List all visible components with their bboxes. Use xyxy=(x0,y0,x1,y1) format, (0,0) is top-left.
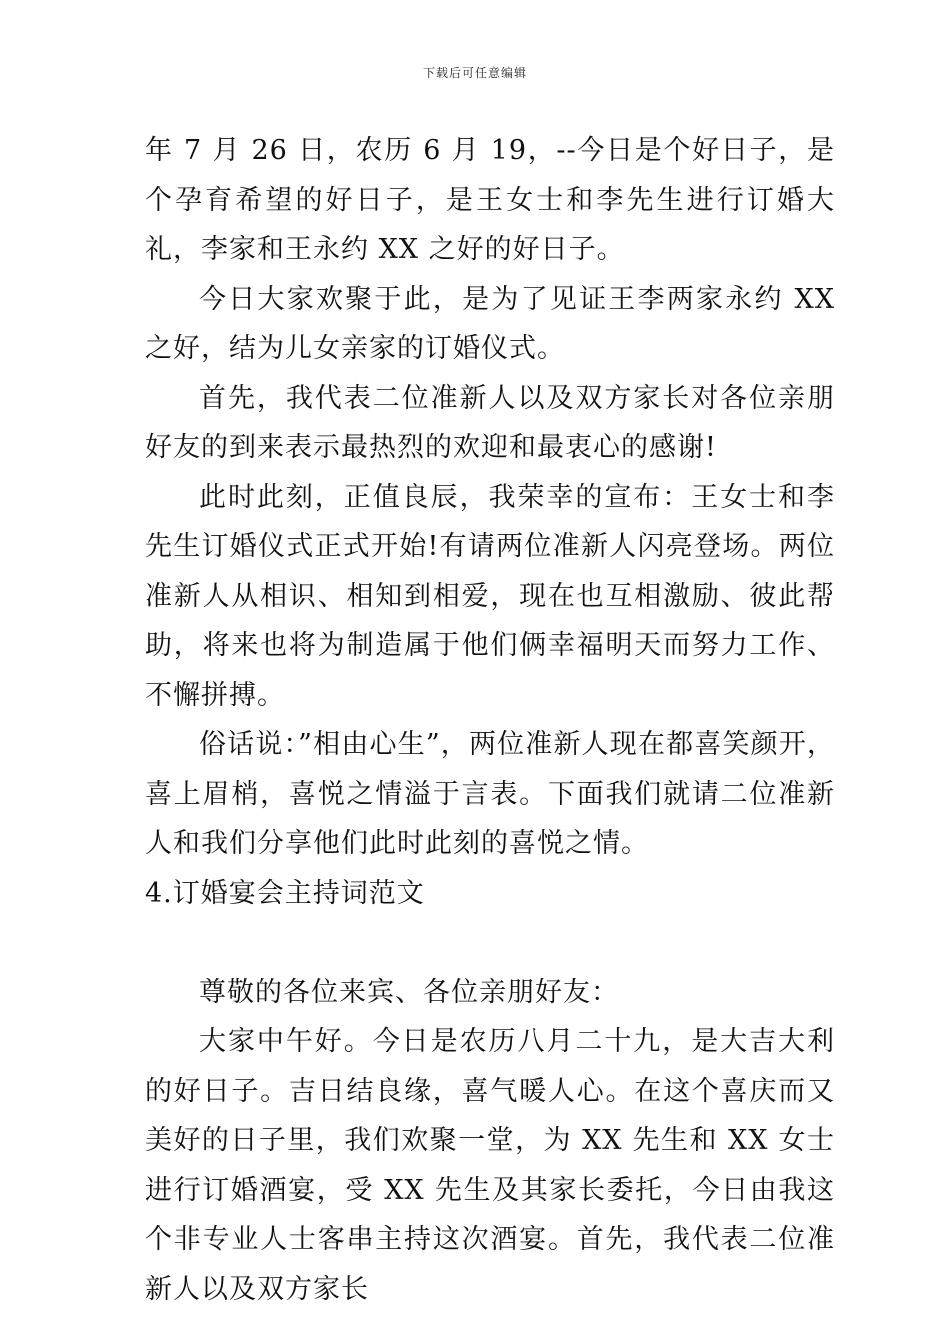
paragraph-salutation: 尊敬的各位来宾、各位亲朋好友： xyxy=(199,976,619,1008)
paragraph-saying: 俗话说：”相由心生”，两位准新人现在都喜笑颜开，喜上眉梢，喜悦之情溢于言表。下面我们就请二位准新人和我们分享他们此时此刻的喜悦之情。 xyxy=(145,729,835,859)
paragraph-greeting: 大家中午好。今日是农历八月二十九，是大吉大利的好日子。吉日结良缘，喜气暖人心。在这个喜庆而又美好的日子里，我们欢聚一堂，为 XX 先生和 XX 女士进行订婚酒宴，受 XX 先生及其家长委托，今日由我这个非专业人士客串主持这次酒宴。首先，我代表二位准新人以及双方家长 xyxy=(145,1026,835,1305)
document-body xyxy=(145,126,835,1314)
paragraph-welcome: 首先，我代表二位准新人以及双方家长对各位亲朋好友的到来表示最热烈的欢迎和最衷心的感谢! xyxy=(145,382,835,463)
section-heading: 4.订婚宴会主持词范文 xyxy=(145,877,425,909)
paragraph-gathering: 今日大家欢聚于此，是为了见证王李两家永约 XX 之好，结为儿女亲家的订婚仪式。 xyxy=(145,283,835,364)
paragraph-announcement: 此时此刻，正值良辰，我荣幸的宣布：王女士和李先生订婚仪式正式开始!有请两位准新人闪亮登场。两位准新人从相识、相知到相爱，现在也互相激励、彼此帮助，将来也将为制造属于他们俩幸福明天而努力工作、不懈拼搏。 xyxy=(145,481,835,711)
paragraph-date: 年 7 月 26 日，农历 6 月 19，--今日是个好日子，是个孕育希望的好日子，是王女士和李先生进行订婚大礼，李家和王永约 XX 之好的好日子。 xyxy=(145,135,835,265)
page-header: 下载后可任意编辑 xyxy=(422,66,527,80)
blank-line xyxy=(145,918,835,968)
